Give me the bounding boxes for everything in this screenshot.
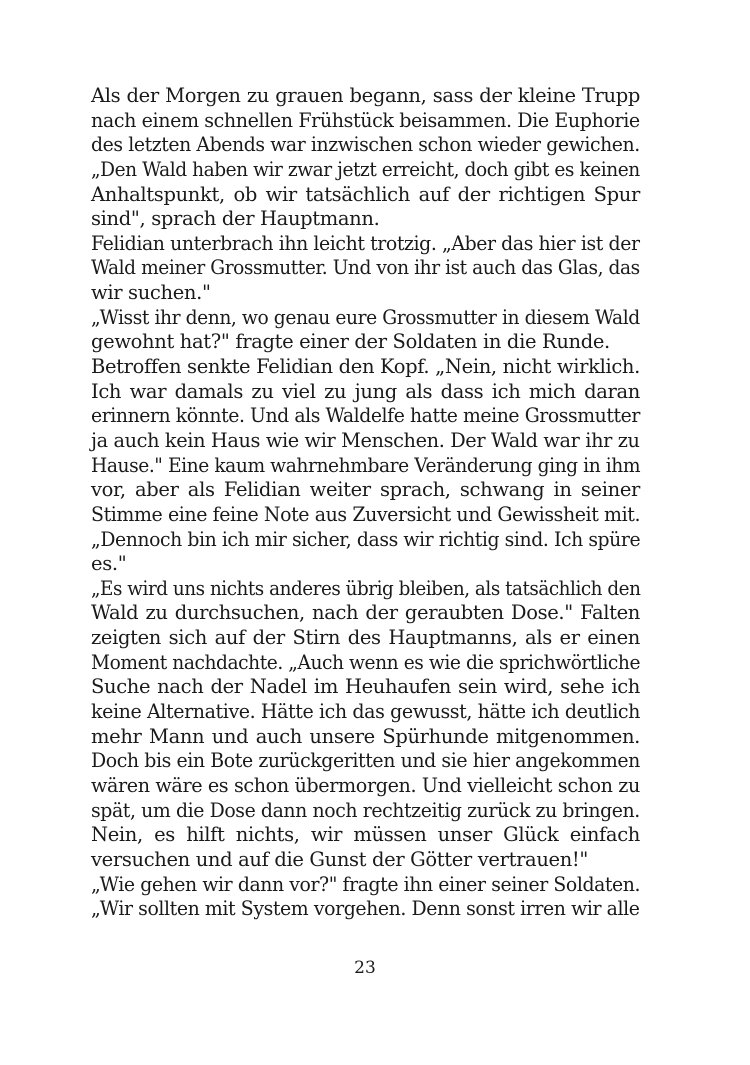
text-line: Suche nach der Nadel im Heuhaufen sein wird, sehe ich [91, 675, 640, 699]
text-line: wir suchen." [91, 281, 211, 305]
text-line: versuchen und auf die Gunst der Götter vertrauen!" [91, 847, 589, 871]
text-line: „Wie gehen wir dann vor?" fragte ihn einer seiner Soldaten. [91, 872, 641, 896]
text-line: Felidian unterbrach ihn leicht trotzig. „Aber das hier ist der [91, 231, 640, 255]
text-line: Wald zu durchsuchen, nach der geraubten Dose." Falten [91, 601, 640, 625]
text-line: erinnern könnte. Und als Waldelfe hatte meine Grossmutter [91, 404, 640, 428]
text-line: zeigten sich auf der Stirn des Hauptmanns, als er einen [91, 626, 640, 650]
text-line: Anhaltspunkt, ob wir tatsächlich auf der richtigen Spur [91, 182, 640, 206]
text-line: Stimme eine feine Note aus Zuversicht und Gewissheit mit. [91, 502, 641, 526]
text-line: vor, aber als Felidian weiter sprach, schwang in seiner [91, 478, 640, 502]
page-body-text [91, 84, 640, 922]
text-line: keine Alternative. Hätte ich das gewusst, hätte ich deutlich [91, 700, 640, 724]
text-line: Ich war damals zu viel zu jung als dass ich mich daran [91, 379, 640, 403]
page-number: 23 [354, 958, 376, 978]
text-line: gewohnt hat?" fragte einer der Soldaten in die Runde. [91, 330, 610, 354]
text-line: „Wir sollten mit System vorgehen. Denn sonst irren wir alle [91, 897, 640, 921]
text-line: spät, um die Dose dann noch rechtzeitig zurück zu bringen. [91, 798, 640, 822]
text-line: „Den Wald haben wir zwar jetzt erreicht, doch gibt es keinen [91, 157, 640, 181]
text-line: ja auch kein Haus wie wir Menschen. Der Wald war ihr zu [91, 428, 640, 452]
text-line: Wald meiner Grossmutter. Und von ihr ist auch das Glas, das [91, 256, 640, 280]
text-line: Als der Morgen zu grauen begann, sass der kleine Trupp [91, 84, 640, 107]
text-line: Betroffen senkte Felidian den Kopf. „Nein, nicht wirklich. [91, 355, 640, 379]
text-line: „Wisst ihr denn, wo genau eure Grossmutter in diesem Wald [91, 305, 640, 329]
text-line: nach einem schnellen Frühstück beisammen. Die Euphorie [91, 108, 640, 132]
text-line: des letzten Abends war inzwischen schon wieder gewichen. [91, 133, 640, 157]
text-line: „Es wird uns nichts anderes übrig bleiben, als tatsächlich den [91, 576, 641, 600]
text-line: sind", sprach der Hauptmann. [91, 207, 380, 231]
text-line: wären wäre es schon übermorgen. Und vielleicht schon zu [91, 773, 640, 797]
text-line: es." [91, 552, 127, 576]
text-line: Nein, es hilft nichts, wir müssen unser Glück einfach [91, 823, 640, 847]
text-line: Doch bis ein Bote zurückgeritten und sie hier angekommen [91, 749, 640, 773]
text-line: Moment nachdachte. „Auch wenn es wie die sprichwörtliche [91, 650, 641, 674]
text-line: „Dennoch bin ich mir sicher, dass wir richtig sind. Ich spüre [91, 527, 641, 551]
text-line: mehr Mann und auch unsere Spürhunde mitgenommen. [91, 724, 640, 748]
text-line: Hause." Eine kaum wahrnehmbare Veränderung ging in ihm [91, 453, 641, 477]
